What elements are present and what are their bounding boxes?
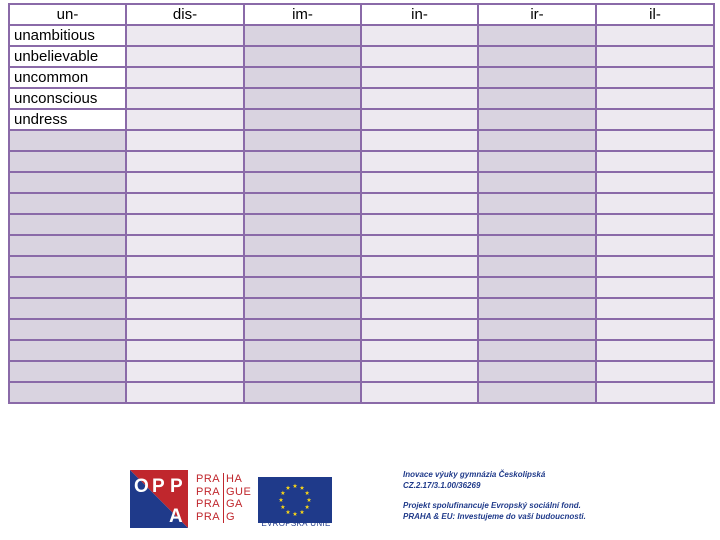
empty-cell[interactable] <box>478 67 596 88</box>
empty-cell[interactable] <box>361 298 478 319</box>
empty-cell[interactable] <box>9 361 126 382</box>
empty-cell[interactable] <box>478 25 596 46</box>
empty-cell[interactable] <box>9 277 126 298</box>
empty-cell[interactable] <box>361 109 478 130</box>
header-un: un- <box>9 4 126 25</box>
empty-cell[interactable] <box>126 235 244 256</box>
empty-cell[interactable] <box>244 67 361 88</box>
oppa-letter-a: A <box>169 506 183 527</box>
project-line: Projekt spolufinancuje Evropský sociální fond. <box>403 501 581 510</box>
empty-cell[interactable] <box>126 151 244 172</box>
table-row <box>9 193 714 214</box>
oppa-letter-o: O <box>134 476 149 497</box>
empty-cell[interactable] <box>9 193 126 214</box>
empty-cell[interactable] <box>126 193 244 214</box>
table-row <box>9 214 714 235</box>
project-info <box>403 469 613 522</box>
table-row <box>9 109 714 130</box>
empty-cell[interactable] <box>361 130 478 151</box>
praha-logo-left: PRA <box>196 511 224 524</box>
empty-cell[interactable] <box>596 256 714 277</box>
empty-cell[interactable] <box>9 340 126 361</box>
empty-cell[interactable] <box>244 361 361 382</box>
empty-cell[interactable] <box>361 382 478 403</box>
empty-cell[interactable] <box>361 277 478 298</box>
empty-cell[interactable] <box>478 109 596 130</box>
empty-cell[interactable] <box>126 172 244 193</box>
empty-cell[interactable] <box>126 88 244 109</box>
empty-cell[interactable] <box>244 256 361 277</box>
empty-cell[interactable] <box>361 256 478 277</box>
empty-cell[interactable] <box>596 130 714 151</box>
empty-cell[interactable] <box>478 88 596 109</box>
empty-cell[interactable] <box>596 235 714 256</box>
empty-cell[interactable] <box>478 151 596 172</box>
word-cell[interactable]: undress <box>9 109 126 130</box>
empty-cell[interactable] <box>478 193 596 214</box>
table-row <box>9 88 714 109</box>
praha-logo-right: GA <box>226 498 243 510</box>
empty-cell[interactable] <box>9 130 126 151</box>
empty-cell[interactable] <box>9 256 126 277</box>
oppa-letter-p2: P <box>170 476 183 497</box>
empty-cell[interactable] <box>596 67 714 88</box>
table-row <box>9 361 714 382</box>
table-row <box>9 235 714 256</box>
praha-logo-row <box>196 498 252 511</box>
word-cell[interactable]: unconscious <box>9 88 126 109</box>
empty-cell[interactable] <box>361 235 478 256</box>
empty-cell[interactable] <box>126 298 244 319</box>
word-cell[interactable]: uncommon <box>9 67 126 88</box>
empty-cell[interactable] <box>244 46 361 67</box>
empty-cell[interactable] <box>9 214 126 235</box>
empty-cell[interactable] <box>244 340 361 361</box>
project-gap <box>403 491 613 500</box>
praha-logo-right: G <box>226 510 236 523</box>
empty-cell[interactable] <box>126 361 244 382</box>
empty-cell[interactable] <box>596 298 714 319</box>
table-row <box>9 298 714 319</box>
header-im: im- <box>244 4 361 25</box>
empty-cell[interactable] <box>244 151 361 172</box>
empty-cell[interactable] <box>596 46 714 67</box>
empty-cell[interactable] <box>126 67 244 88</box>
project-line: PRAHA & EU: Investujeme do vaší budoucnosti. <box>403 512 586 521</box>
praha-logo-right: HA <box>226 473 243 485</box>
empty-cell[interactable] <box>361 172 478 193</box>
table-row <box>9 46 714 67</box>
empty-cell[interactable] <box>596 151 714 172</box>
empty-cell[interactable] <box>596 109 714 130</box>
header-il: il- <box>596 4 714 25</box>
empty-cell[interactable] <box>244 193 361 214</box>
project-line: CZ.2.17/3.1.00/36269 <box>403 481 481 490</box>
empty-cell[interactable] <box>596 319 714 340</box>
empty-cell[interactable] <box>244 214 361 235</box>
empty-cell[interactable] <box>361 67 478 88</box>
table-row <box>9 340 714 361</box>
empty-cell[interactable] <box>244 25 361 46</box>
praha-logo-row <box>196 473 252 486</box>
empty-cell[interactable] <box>478 214 596 235</box>
empty-cell[interactable] <box>9 382 126 403</box>
empty-cell[interactable] <box>126 256 244 277</box>
table-row <box>9 25 714 46</box>
empty-cell[interactable] <box>126 109 244 130</box>
table-row <box>9 130 714 151</box>
empty-cell[interactable] <box>244 130 361 151</box>
empty-cell[interactable] <box>478 130 596 151</box>
empty-cell[interactable] <box>126 46 244 67</box>
empty-cell[interactable] <box>478 277 596 298</box>
empty-cell[interactable] <box>478 361 596 382</box>
empty-cell[interactable] <box>361 193 478 214</box>
empty-cell[interactable] <box>361 88 478 109</box>
empty-cell[interactable] <box>126 340 244 361</box>
empty-cell[interactable] <box>478 340 596 361</box>
empty-cell[interactable] <box>361 151 478 172</box>
table-row <box>9 382 714 403</box>
word-cell[interactable]: unbelievable <box>9 46 126 67</box>
empty-cell[interactable] <box>478 256 596 277</box>
empty-cell[interactable] <box>9 172 126 193</box>
empty-cell[interactable] <box>126 25 244 46</box>
empty-cell[interactable] <box>596 88 714 109</box>
empty-cell[interactable] <box>244 298 361 319</box>
empty-cell[interactable] <box>244 235 361 256</box>
header-ir: ir- <box>478 4 596 25</box>
table-row <box>9 277 714 298</box>
empty-cell[interactable] <box>478 172 596 193</box>
empty-cell[interactable] <box>244 172 361 193</box>
empty-cell[interactable] <box>361 340 478 361</box>
word-cell[interactable]: unambitious <box>9 25 126 46</box>
empty-cell[interactable] <box>478 46 596 67</box>
empty-cell[interactable] <box>596 361 714 382</box>
empty-cell[interactable] <box>244 382 361 403</box>
prefix-table <box>8 3 715 404</box>
empty-cell[interactable] <box>244 109 361 130</box>
empty-cell[interactable] <box>361 361 478 382</box>
empty-cell[interactable] <box>478 298 596 319</box>
table-row <box>9 256 714 277</box>
empty-cell[interactable] <box>596 277 714 298</box>
empty-cell[interactable] <box>361 46 478 67</box>
eu-caption: EVROPSKÁ UNIE <box>261 519 331 528</box>
header-dis: dis- <box>126 4 244 25</box>
table-row <box>9 319 714 340</box>
praha-logo-row <box>196 486 252 499</box>
praha-logo <box>196 473 252 527</box>
empty-cell[interactable] <box>596 172 714 193</box>
praha-logo-right: GUE <box>226 485 252 498</box>
praha-logo-left: PRA <box>196 486 224 499</box>
empty-cell[interactable] <box>244 319 361 340</box>
praha-logo-row <box>196 511 252 524</box>
table-row <box>9 172 714 193</box>
empty-cell[interactable] <box>596 193 714 214</box>
empty-cell[interactable] <box>478 235 596 256</box>
empty-cell[interactable] <box>126 319 244 340</box>
table-row <box>9 151 714 172</box>
empty-cell[interactable] <box>9 151 126 172</box>
empty-cell[interactable] <box>361 319 478 340</box>
empty-cell[interactable] <box>596 340 714 361</box>
empty-cell[interactable] <box>126 277 244 298</box>
empty-cell[interactable] <box>9 319 126 340</box>
empty-cell[interactable] <box>361 25 478 46</box>
empty-cell[interactable] <box>244 88 361 109</box>
table-header-row <box>9 4 714 25</box>
empty-cell[interactable] <box>126 382 244 403</box>
praha-logo-left: PRA <box>196 498 224 511</box>
empty-cell[interactable] <box>9 298 126 319</box>
empty-cell[interactable] <box>126 214 244 235</box>
oppa-logo <box>130 470 188 528</box>
empty-cell[interactable] <box>596 25 714 46</box>
empty-cell[interactable] <box>478 382 596 403</box>
empty-cell[interactable] <box>596 382 714 403</box>
header-in: in- <box>361 4 478 25</box>
empty-cell[interactable] <box>9 235 126 256</box>
praha-logo-left: PRA <box>196 473 224 486</box>
empty-cell[interactable] <box>244 277 361 298</box>
project-line: Inovace výuky gymnázia Českolipská <box>403 470 546 479</box>
empty-cell[interactable] <box>596 214 714 235</box>
empty-cell[interactable] <box>126 130 244 151</box>
oppa-letter-p1: P <box>152 476 165 497</box>
empty-cell[interactable] <box>361 214 478 235</box>
empty-cell[interactable] <box>478 319 596 340</box>
table-row <box>9 67 714 88</box>
